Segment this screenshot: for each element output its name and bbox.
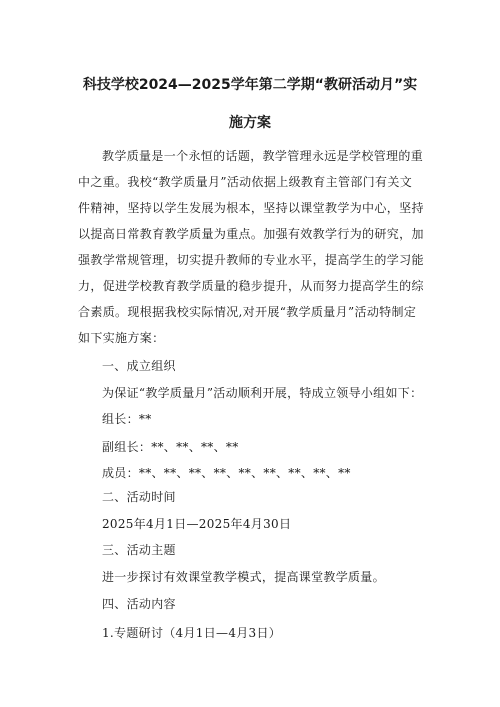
document-title-line1: 科技学校2024—2025学年第二学期“教研活动月”实	[82, 77, 418, 93]
intro-line: 力，促进学校教育教学质量的稳步提升，从而努力提高学生的综	[78, 279, 424, 293]
intro-line: 中之重。我校“教学质量月”活动依据上级教育主管部门有关文	[78, 175, 413, 189]
intro-line: 以提高日常教育教学质量为重点。加强有效教学行为的研究，加	[78, 227, 424, 241]
section2-text: 2025年4月1日—2025年4月30日	[102, 517, 292, 531]
section2-heading: 二、活动时间	[102, 490, 176, 504]
section1-text: 为保证“教学质量月”活动顺利开展，特成立领导小组如下：	[102, 386, 423, 400]
section4-heading: 四、活动内容	[102, 597, 176, 611]
leader-line: 组长：**	[102, 412, 152, 426]
document-title-line2: 施方案	[229, 115, 271, 131]
section1-heading: 一、成立组织	[102, 359, 176, 373]
deputy-leaders-line: 副组长：**、**、**、**	[102, 440, 239, 454]
section3-text: 进一步探讨有效课堂教学模式，提高课堂教学质量。	[102, 570, 385, 584]
members-line: 成员：**、**、**、**、**、**、**、**、**	[102, 466, 351, 480]
section3-heading: 三、活动主题	[102, 543, 176, 557]
intro-line: 教学质量是一个永恒的话题，教学管理永远是学校管理的重	[102, 149, 424, 163]
intro-line: 如下实施方案：	[78, 331, 165, 345]
intro-line: 合素质。现根据我校实际情况,对开展“教学质量月”活动特制定	[78, 305, 417, 319]
item1-line: 1.专题研讨（4月1日—4月3日）	[102, 626, 282, 640]
intro-line: 强教学常规管理，切实提升教师的专业水平，提高学生的学习能	[78, 253, 424, 267]
intro-line: 件精神，坚持以学生发展为根本，坚持以课堂教学为中心，坚持	[78, 201, 424, 215]
